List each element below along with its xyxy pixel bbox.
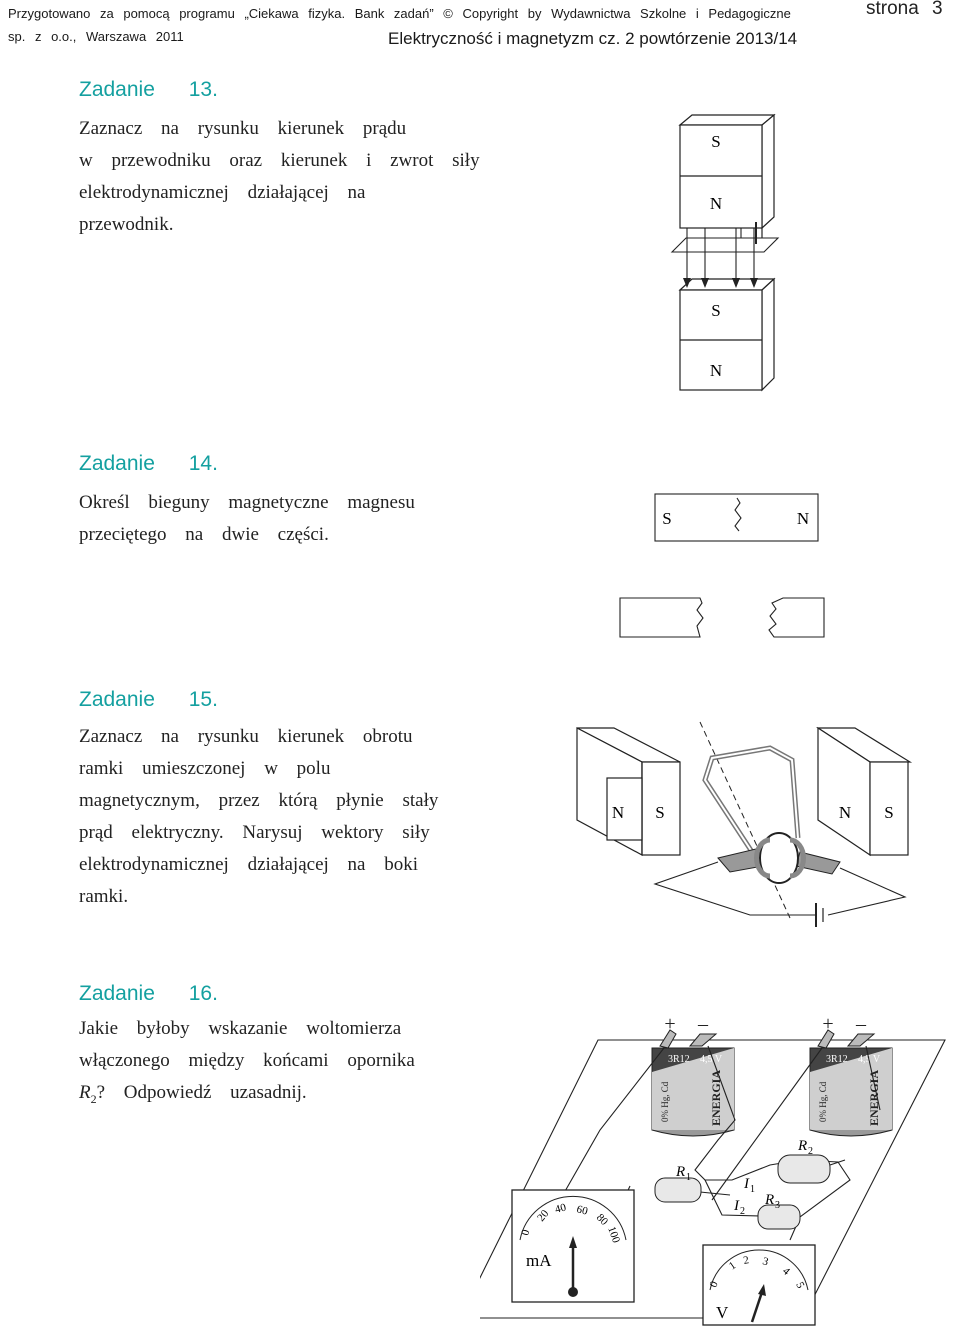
ammeter-tick-20: 20	[535, 1207, 552, 1224]
voltmeter-unit: V	[716, 1303, 729, 1322]
voltmeter-tick-1: 1	[726, 1259, 739, 1273]
battery-1-minus: –	[698, 1013, 708, 1035]
r2-letter: R	[798, 1138, 808, 1154]
header-publisher-line: sp. z o.o., Warszawa 2011	[8, 29, 184, 44]
task-16-line-2: włączonego między końcami opornika	[79, 1050, 415, 1071]
battery-2-minus: –	[856, 1013, 866, 1035]
task-14-title: Zadanie 14.	[79, 452, 218, 475]
task-16-title: Zadanie 16.	[79, 982, 218, 1005]
task-13-line-1: Zaznacz na rysunku kierunek prądu	[79, 118, 407, 139]
r3-index: 3	[775, 1200, 780, 1211]
i2-letter: I	[734, 1198, 739, 1214]
left-magnet-s-pole: S	[655, 803, 665, 822]
left-magnet-n-pole: N	[611, 803, 625, 822]
top-magnet-lower-pole: N	[709, 194, 723, 213]
task-16-question-end: ? Odpowiedź uzasadnij.	[96, 1082, 307, 1103]
right-magnet-s-pole: S	[884, 803, 894, 822]
r1-letter: R	[676, 1164, 686, 1180]
magnet-pole-s: S	[662, 509, 672, 528]
task-15-line-4: prąd elektryczny. Narysuj wektory siły	[79, 822, 430, 843]
ammeter-tick-0: 0	[519, 1228, 533, 1237]
task-15-line-2: ramki umieszczonej w polu	[79, 758, 331, 779]
top-magnet-upper-pole: S	[711, 132, 721, 151]
task-15-line-1: Zaznacz na rysunku kierunek obrotu	[79, 726, 413, 747]
r2-index: 2	[808, 1146, 813, 1157]
task-15-line-5: elektrodynamicznej działającej na boki	[79, 854, 418, 875]
battery-1-brand: ENERGIA	[709, 1069, 723, 1126]
battery-1-voltage: 4,5 V	[700, 1054, 723, 1065]
ammeter-tick-100: 100	[605, 1224, 623, 1245]
task-16-line-3	[79, 1077, 509, 1115]
resistor-symbol: R	[79, 1082, 91, 1103]
ammeter-tick-80: 80	[593, 1211, 611, 1228]
voltmeter-tick-4: 4	[780, 1265, 792, 1278]
bottom-magnet-lower-pole: N	[709, 361, 723, 380]
battery-1-type: 3R12	[668, 1054, 690, 1065]
task-13-text	[79, 113, 509, 241]
bottom-magnet-upper-pole: S	[711, 301, 721, 320]
voltmeter-tick-3: 3	[761, 1255, 770, 1269]
battery-2-side-text: 0% Hg, Cd	[818, 1081, 828, 1122]
ammeter-tick-40: 40	[553, 1201, 568, 1216]
page-number: 3	[932, 0, 943, 19]
voltmeter-tick-2: 2	[742, 1254, 750, 1267]
task-13-title: Zadanie 13.	[79, 78, 218, 101]
battery-1-side-text: 0% Hg, Cd	[660, 1081, 670, 1122]
task-14-line-2: przeciętego na dwie części.	[79, 524, 329, 545]
battery-2-voltage: 4,5 V	[858, 1054, 881, 1065]
r1-index: 1	[686, 1172, 691, 1183]
magnet-conductor-figure	[660, 110, 800, 395]
task-13-line-3: elektrodynamicznej działającej na	[79, 182, 366, 203]
i1-letter: I	[744, 1176, 749, 1192]
task-15-line-6: ramki.	[79, 886, 129, 907]
task-13-line-4: przewodnik.	[79, 214, 174, 235]
task-15-line-3: magnetycznym, przez którą płynie stały	[79, 790, 439, 811]
header-credit-line: Przygotowano za pomocą programu „Ciekawa fizyka. Bank zadań” © Copyright by Wydawnictwa Szkolne i Pedagogiczne	[8, 6, 791, 21]
battery-2-type: 3R12	[826, 1054, 848, 1065]
voltmeter-tick-0: 0	[707, 1279, 721, 1290]
i2-index: 2	[740, 1206, 745, 1217]
battery-2-brand: ENERGIA	[867, 1069, 881, 1126]
magnet-pole-n: N	[796, 509, 810, 528]
battery-1-plus: +	[664, 1013, 676, 1035]
resistor-subscript: 2	[90, 1091, 97, 1106]
page-label: strona	[866, 0, 919, 19]
task-16-line-1: Jakie byłoby wskazanie woltomierza	[79, 1018, 402, 1039]
task-15-title: Zadanie 15.	[79, 688, 218, 711]
battery-2-plus: +	[822, 1013, 834, 1035]
task-15-text	[79, 721, 509, 913]
r3-letter: R	[765, 1192, 775, 1208]
voltmeter-tick-5: 5	[793, 1280, 807, 1291]
cut-magnet-figure	[610, 488, 830, 643]
i1-index: 1	[750, 1184, 755, 1195]
task-14-line-1: Określ bieguny magnetyczne magnesu	[79, 492, 415, 513]
ammeter-tick-60: 60	[575, 1203, 589, 1218]
task-16-text	[79, 1013, 509, 1115]
task-13-line-2: w przewodniku oraz kierunek i zwrot siły	[79, 150, 480, 171]
header-subtitle: Elektryczność i magnetyzm cz. 2 powtórzenie 2013/14	[388, 29, 798, 48]
ammeter-unit: mA	[526, 1251, 552, 1270]
right-magnet-n-pole: N	[838, 803, 852, 822]
motor-frame-figure	[565, 715, 915, 930]
circuit-figure	[480, 1010, 960, 1326]
task-14-text	[79, 487, 509, 551]
